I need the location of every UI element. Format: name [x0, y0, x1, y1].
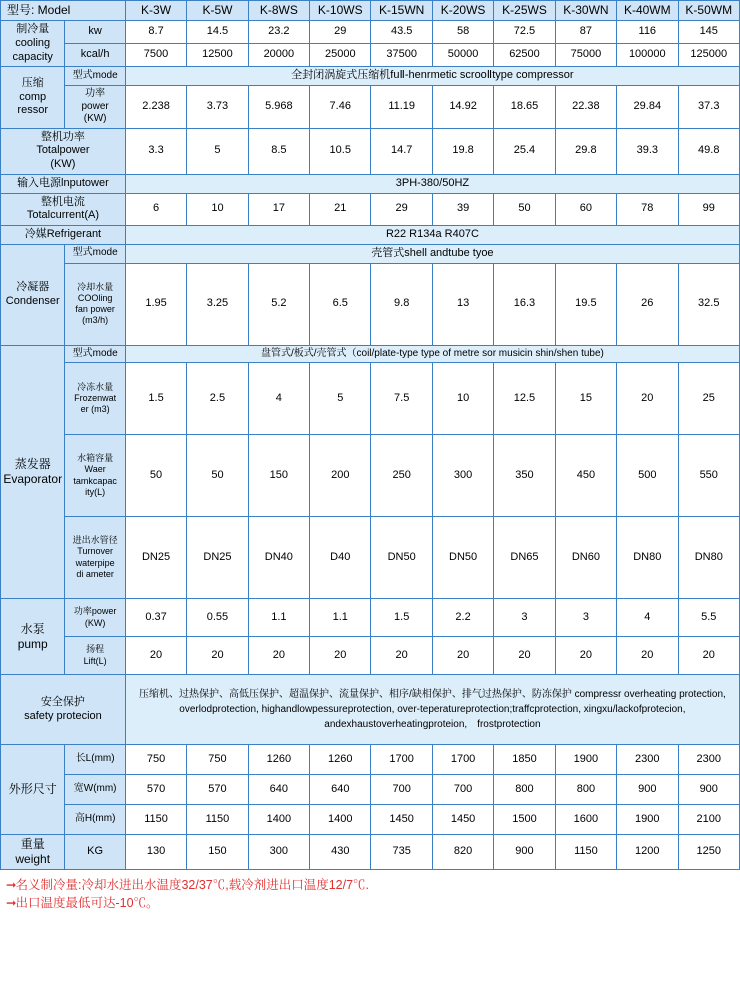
value-evaporator-type: 盘管式/板式/壳管式（coil/plate-type type of metre sor musicin shin/shen tube) — [125, 345, 739, 363]
cell: 20 — [494, 637, 555, 675]
cell: 450 — [555, 435, 616, 517]
row-label-input-power: 输入电源lnputower — [1, 174, 126, 193]
cell: DN25 — [125, 517, 186, 599]
model-k20ws: K-20WS — [432, 1, 493, 21]
cell: 32.5 — [678, 263, 740, 345]
cell: 6.5 — [310, 263, 371, 345]
cell: 550 — [678, 435, 740, 517]
cell: 20 — [371, 637, 432, 675]
cell: 1.5 — [125, 363, 186, 435]
row-label-total-current — [1, 193, 126, 226]
cell: 11.19 — [371, 86, 432, 129]
cell: 10.5 — [310, 128, 371, 174]
cell: 570 — [187, 775, 248, 805]
unit-weight: KG — [65, 835, 125, 870]
cell: 1.1 — [310, 599, 371, 637]
label-line: 水泵 — [20, 621, 45, 636]
cell: 78 — [617, 193, 678, 226]
label-line: 制冷量 — [16, 23, 50, 35]
cell: 17 — [248, 193, 309, 226]
cell: 62500 — [494, 44, 555, 67]
label-line: 整机电流 — [40, 195, 85, 208]
cell: 75000 — [555, 44, 616, 67]
table-row-cooling-capacity-kcal — [1, 44, 740, 67]
cell: 39 — [432, 193, 493, 226]
cell: DN40 — [248, 517, 309, 599]
label-line: 蒸发器 — [14, 456, 51, 471]
cell: 2.238 — [125, 86, 186, 129]
model-k30wn: K-30WN — [555, 1, 616, 21]
unit-line: er (m3) — [80, 404, 110, 415]
cell: 6 — [125, 193, 186, 226]
cell: 37500 — [371, 44, 432, 67]
model-k5w: K-5W — [187, 1, 248, 21]
cell: 1900 — [617, 805, 678, 835]
cell: 1700 — [371, 745, 432, 775]
table-row-water-tank — [1, 435, 740, 517]
cell: 1450 — [371, 805, 432, 835]
cell: 900 — [678, 775, 740, 805]
cell: 800 — [555, 775, 616, 805]
model-k40wm: K-40WM — [617, 1, 678, 21]
unit-evaporator-type: 型式mode — [65, 345, 125, 363]
cell: 300 — [248, 835, 309, 870]
cell: 3.25 — [187, 263, 248, 345]
label-line: 整机功率 — [40, 130, 85, 143]
cell: 900 — [494, 835, 555, 870]
label-line: weight — [15, 852, 51, 866]
cell: 25.4 — [494, 128, 555, 174]
row-label-dimensions: 外形尺寸 — [1, 745, 65, 835]
cell: DN50 — [371, 517, 432, 599]
label-line: 压缩 — [21, 76, 44, 89]
table-row-input-power — [1, 174, 740, 193]
cell: 8.5 — [248, 128, 309, 174]
cell: 3.73 — [187, 86, 248, 129]
footnotes — [0, 876, 740, 912]
unit-line: Frozenwat — [74, 392, 117, 403]
cell: 300 — [432, 435, 493, 517]
cell: 350 — [494, 435, 555, 517]
unit-line: 冷冻水量 — [77, 381, 114, 392]
table-row-pump-lift — [1, 637, 740, 675]
unit-pump-power — [65, 599, 125, 637]
cell: DN60 — [555, 517, 616, 599]
cell: 29.8 — [555, 128, 616, 174]
label-line: Evaporator — [3, 471, 63, 486]
cell: 750 — [187, 745, 248, 775]
cell: 100000 — [617, 44, 678, 67]
cell: 19.8 — [432, 128, 493, 174]
row-label-weight — [1, 835, 65, 870]
cell: 60 — [555, 193, 616, 226]
cell: 130 — [125, 835, 186, 870]
value-safety: 压缩机、过热保护、高低压保护、超温保护、流量保护、相序/缺相保护、排气过热保护、防冻保护 compressr overheating protection, overlodprotection, highandlowpessureprotection, over-teperatureprotection;traffcprotection, xingxu/lackofprotecion, andexhaustoverheatingproteion, frostprotection — [125, 675, 739, 745]
cell: 19.5 — [555, 263, 616, 345]
row-label-cooling-capacity — [1, 21, 65, 67]
cell: 1500 — [494, 805, 555, 835]
label-line: 冷凝器 — [16, 280, 50, 293]
cell: 1150 — [187, 805, 248, 835]
cell: 500 — [617, 435, 678, 517]
row-label-condenser — [1, 244, 65, 345]
cell: 250 — [371, 435, 432, 517]
cell: 9.8 — [371, 263, 432, 345]
cell: 1400 — [310, 805, 371, 835]
cell: 20 — [617, 637, 678, 675]
unit-line: Lift(L) — [83, 655, 107, 666]
cell: 3.3 — [125, 128, 186, 174]
cell: 750 — [125, 745, 186, 775]
label-line: capacity — [12, 50, 53, 63]
cell: 4 — [248, 363, 309, 435]
cell: D40 — [310, 517, 371, 599]
cell: 700 — [371, 775, 432, 805]
cell: 7.46 — [310, 86, 371, 129]
cell: 1260 — [248, 745, 309, 775]
cell: 125000 — [678, 44, 740, 67]
value-compressor-type: 全封闭涡旋式压缩机fuⅡ-henrmetic scrooⅡtype compressor — [125, 67, 739, 86]
table-row-model — [1, 1, 740, 21]
cell: 5.968 — [248, 86, 309, 129]
unit-line: COOling — [77, 292, 113, 303]
cell: 10 — [432, 363, 493, 435]
unit-line: Turnover — [77, 546, 113, 557]
row-label-compressor — [1, 67, 65, 128]
row-label-pump — [1, 599, 65, 675]
cell: 23.2 — [248, 21, 309, 44]
label-line: pump — [17, 636, 48, 651]
cell: 2.2 — [432, 599, 493, 637]
unit-width: 宽W(mm) — [65, 775, 125, 805]
cell: 58 — [432, 21, 493, 44]
cell: DN50 — [432, 517, 493, 599]
table-row-evaporator-type — [1, 345, 740, 363]
cell: DN80 — [617, 517, 678, 599]
unit-line: (KW) — [83, 113, 107, 124]
cell: DN65 — [494, 517, 555, 599]
unit-water-tank — [65, 435, 125, 517]
cell: 150 — [248, 435, 309, 517]
cell: 5.5 — [678, 599, 740, 637]
cell: 14.92 — [432, 86, 493, 129]
cell: 20 — [310, 637, 371, 675]
value-input-power: 3PH-380/50HZ — [125, 174, 739, 193]
cell: 25000 — [310, 44, 371, 67]
model-k8ws: K-8WS — [248, 1, 309, 21]
table-row-dimension-height — [1, 805, 740, 835]
cell: 145 — [678, 21, 740, 44]
cell: 18.65 — [494, 86, 555, 129]
cell: 0.37 — [125, 599, 186, 637]
cell: 25 — [678, 363, 740, 435]
unit-line: 水箱容量 — [77, 453, 114, 463]
cell: 0.55 — [187, 599, 248, 637]
unit-line: waterpipe — [75, 557, 115, 568]
cell: 99 — [678, 193, 740, 226]
cell: 2.5 — [187, 363, 248, 435]
cell: 29.84 — [617, 86, 678, 129]
label-line: safety protecion — [24, 709, 102, 722]
cell: 49.8 — [678, 128, 740, 174]
cell: 20 — [678, 637, 740, 675]
cell: 87 — [555, 21, 616, 44]
label-line: Totalpower — [36, 144, 90, 157]
cell: 800 — [494, 775, 555, 805]
unit-compressor-power — [65, 86, 125, 129]
table-row-pump-power — [1, 599, 740, 637]
footnote-text-1: 名义制冷量:冷却水进出水温度32/37℃,载冷剂进出口温度12/7℃. — [15, 878, 370, 892]
label-line: 安全保护 — [40, 695, 85, 708]
row-label-evaporator — [1, 345, 65, 599]
unit-line: 进出水管径 — [72, 535, 118, 545]
cell: 1450 — [432, 805, 493, 835]
table-row-weight — [1, 835, 740, 870]
model-k50wm: K-50WM — [678, 1, 740, 21]
unit-cooling-water — [65, 263, 125, 345]
unit-line: (KW) — [84, 617, 106, 628]
table-row-safety-protection — [1, 675, 740, 745]
unit-line: (m3/h) — [82, 315, 109, 326]
unit-length: 长L(mm) — [65, 745, 125, 775]
table-row-total-power — [1, 128, 740, 174]
cell: 1.5 — [371, 599, 432, 637]
cell: 150 — [187, 835, 248, 870]
label-line: (KW) — [50, 158, 76, 170]
cell: DN25 — [187, 517, 248, 599]
cell: 43.5 — [371, 21, 432, 44]
cell: 430 — [310, 835, 371, 870]
unit-water-pipe — [65, 517, 125, 599]
cell: 1850 — [494, 745, 555, 775]
unit-cooling-kcal: kcal/h — [65, 44, 125, 67]
cell: DN80 — [678, 517, 740, 599]
cell: 8.7 — [125, 21, 186, 44]
cell: 20 — [617, 363, 678, 435]
cell: 50 — [125, 435, 186, 517]
table-row-compressor-type — [1, 67, 740, 86]
cell: 50 — [187, 435, 248, 517]
cell: 1600 — [555, 805, 616, 835]
cell: 200 — [310, 435, 371, 517]
table-row-dimension-length — [1, 745, 740, 775]
cell: 116 — [617, 21, 678, 44]
cell: 4 — [617, 599, 678, 637]
unit-cooling-kw: kw — [65, 21, 125, 44]
unit-line: tamkcapac — [73, 475, 117, 486]
cell: 1400 — [248, 805, 309, 835]
model-k10ws: K-10WS — [310, 1, 371, 21]
unit-line: di ameter — [76, 568, 114, 579]
cell: 1150 — [125, 805, 186, 835]
cell: 20 — [187, 637, 248, 675]
table-row-cooling-water — [1, 263, 740, 345]
cell: 1900 — [555, 745, 616, 775]
arrow-icon: ➞ — [6, 878, 16, 892]
cell: 700 — [432, 775, 493, 805]
label-line: comp — [19, 90, 47, 103]
table-row-refrigerant — [1, 226, 740, 245]
cell: 26 — [617, 263, 678, 345]
row-label-total-power — [1, 128, 126, 174]
footnote-text-2: 出口温度最低可达-10℃。 — [15, 896, 159, 911]
unit-frozen-water — [65, 363, 125, 435]
label-line: 重量 — [20, 837, 45, 851]
cell: 20 — [248, 637, 309, 675]
cell: 15 — [555, 363, 616, 435]
cell: 820 — [432, 835, 493, 870]
footnote-line-2 — [6, 894, 740, 912]
cell: 20 — [555, 637, 616, 675]
unit-line: ity(L) — [85, 486, 106, 497]
cell: 14.5 — [187, 21, 248, 44]
table-row-water-pipe — [1, 517, 740, 599]
cell: 5 — [310, 363, 371, 435]
table-row-compressor-power — [1, 86, 740, 129]
unit-line: Waer — [84, 464, 106, 475]
unit-condenser-type: 型式mode — [65, 244, 125, 263]
cell: 640 — [310, 775, 371, 805]
model-label: 型号: Model — [1, 1, 126, 21]
cell: 1150 — [555, 835, 616, 870]
cell: 13 — [432, 263, 493, 345]
cell: 22.38 — [555, 86, 616, 129]
cell: 10 — [187, 193, 248, 226]
unit-compressor-type: 型式mode — [65, 67, 125, 86]
cell: 12.5 — [494, 363, 555, 435]
footnote-line-1 — [6, 876, 740, 894]
cell: 20 — [125, 637, 186, 675]
cell: 20000 — [248, 44, 309, 67]
cell: 1.1 — [248, 599, 309, 637]
unit-line: power — [81, 100, 109, 112]
cell: 900 — [617, 775, 678, 805]
cell: 37.3 — [678, 86, 740, 129]
cell: 12500 — [187, 44, 248, 67]
row-label-refrigerant: 冷媒Refrigerant — [1, 226, 126, 245]
table-row-frozen-water — [1, 363, 740, 435]
unit-pump-lift — [65, 637, 125, 675]
row-label-safety — [1, 675, 126, 745]
value-condenser-type: 壳管式shell andtube tyoe — [125, 244, 739, 263]
cell: 735 — [371, 835, 432, 870]
cell: 7.5 — [371, 363, 432, 435]
cell: 20 — [432, 637, 493, 675]
unit-line: 冷却水量 — [77, 281, 114, 292]
unit-height: 高H(mm) — [65, 805, 125, 835]
table-row-dimension-width — [1, 775, 740, 805]
unit-line: fan power — [75, 304, 115, 314]
cell: 1.95 — [125, 263, 186, 345]
table-row-total-current — [1, 193, 740, 226]
cell: 3 — [494, 599, 555, 637]
model-k25ws: K-25WS — [494, 1, 555, 21]
table-row-cooling-capacity-kw — [1, 21, 740, 44]
cell: 2100 — [678, 805, 740, 835]
label-line: Totalcurrent(A) — [26, 209, 99, 222]
unit-line: 扬程 — [86, 644, 105, 655]
table-row-condenser-type — [1, 244, 740, 263]
cell: 1200 — [617, 835, 678, 870]
cell: 72.5 — [494, 21, 555, 44]
cell: 21 — [310, 193, 371, 226]
cell: 7500 — [125, 44, 186, 67]
model-k15wn: K-15WN — [371, 1, 432, 21]
cell: 16.3 — [494, 263, 555, 345]
cell: 2300 — [617, 745, 678, 775]
unit-line: 功率 — [85, 88, 106, 99]
cell: 39.3 — [617, 128, 678, 174]
cell: 50 — [494, 193, 555, 226]
cell: 640 — [248, 775, 309, 805]
label-line: cooling — [15, 36, 51, 49]
cell: 1250 — [678, 835, 740, 870]
arrow-icon: ➞ — [6, 896, 16, 911]
cell: 1260 — [310, 745, 371, 775]
cell: 29 — [371, 193, 432, 226]
label-line: ressor — [17, 104, 48, 117]
cell: 50000 — [432, 44, 493, 67]
cell: 5.2 — [248, 263, 309, 345]
unit-line: 功率power — [73, 606, 117, 617]
cell: 3 — [555, 599, 616, 637]
label-line: Condenser — [5, 294, 60, 307]
cell: 5 — [187, 128, 248, 174]
cell: 29 — [310, 21, 371, 44]
cell: 1700 — [432, 745, 493, 775]
model-k3w: K-3W — [125, 1, 186, 21]
cell: 2300 — [678, 745, 740, 775]
value-refrigerant: R22 R134a R407C — [125, 226, 739, 245]
cell: 570 — [125, 775, 186, 805]
cell: 14.7 — [371, 128, 432, 174]
